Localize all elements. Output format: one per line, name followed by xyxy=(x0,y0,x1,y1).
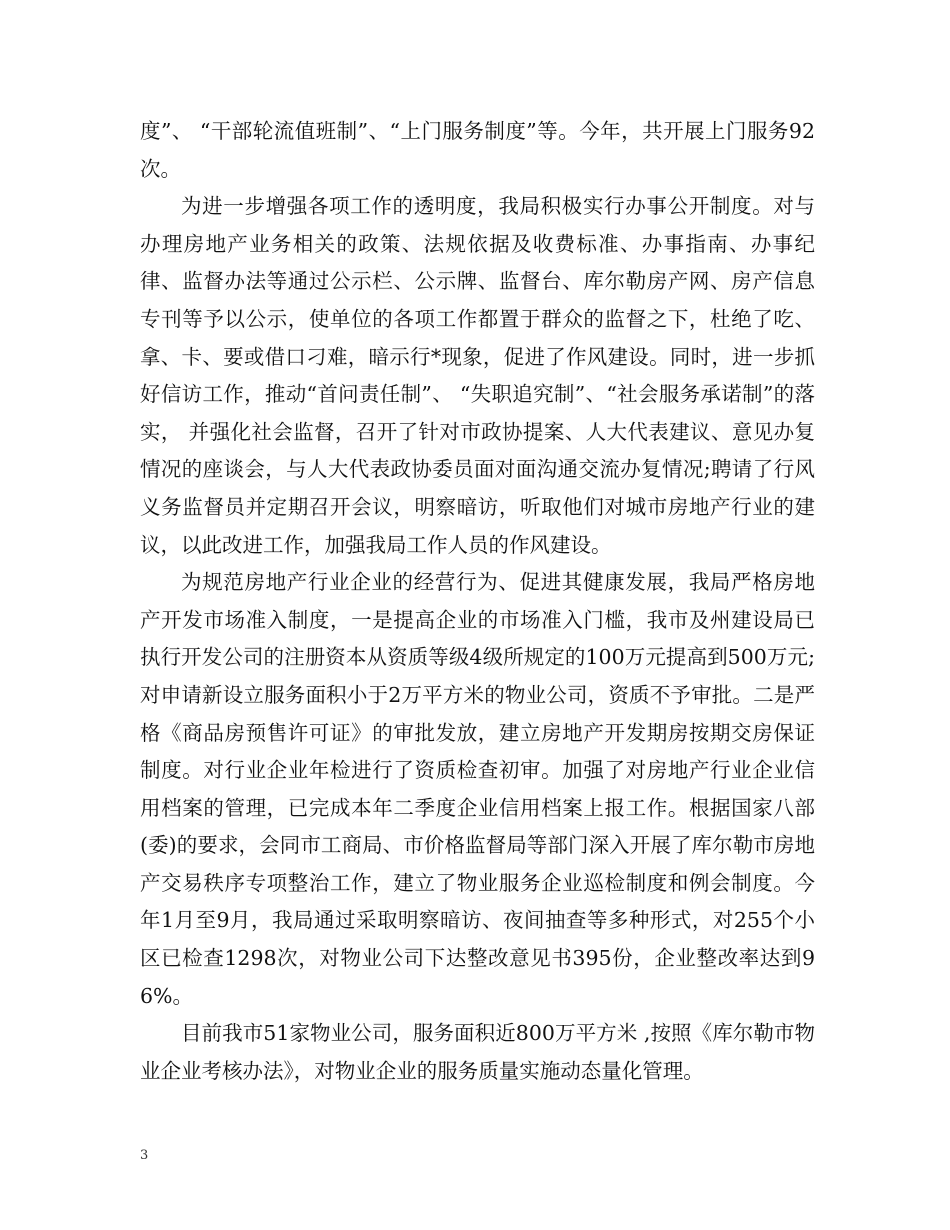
page-number: 3 xyxy=(140,1148,149,1163)
document-body xyxy=(140,113,815,1090)
paragraph-4: 目前我市51家物业公司，服务面积近800万平方米 ,按照《库尔勒市物业企业考核办法》，对物业企业的服务质量实施动态量化管理。 xyxy=(140,1021,815,1083)
paragraph-2: 为进一步增强各项工作的透明度，我局积极实行办事公开制度。对与办理房地产业务相关的政策、法规依据及收费标准、办事指南、办事纪律、监督办法等通过公示栏、公示牌、监督台、库尔勒房产网、房产信息专刊等予以公示，使单位的各项工作都置于群众的监督之下，杜绝了吃、拿、卡、要或借口刁难，暗示行*现象，促进了作风建设。同时，进一步抓好信访工作，推动“首问责任制”、 “失职追究制”、“社会服务承诺制”的落实， 并强化社会监督，召开了针对市政协提案、人大代表建议、意见办复情况的座谈会，与人大代表政协委员面对面沟通交流办复情况;聘请了行风义务监督员并定期召开会议，明察暗访，听取他们对城市房地产行业的建议，以此改进工作，加强我局工作人员的作风建设。 xyxy=(140,194,815,557)
paragraph-3: 为规范房地产行业企业的经营行为、促进其健康发展，我局严格房地产开发市场准入制度，一是提高企业的市场准入门槛，我市及州建设局已执行开发公司的注册资本从资质等级4级所规定的100万元提高到500万元;对申请新设立服务面积小于2万平方米的物业公司，资质不予审批。二是严格《商品房预售许可证》的审批发放，建立房地产开发期房按期交房保证制度。对行业企业年检进行了资质检查初审。加强了对房地产行业企业信用档案的管理，已完成本年二季度企业信用档案上报工作。根据国家八部(委)的要求，会同市工商局、市价格监督局等部门深入开展了库尔勒市房地产交易秩序专项整治工作，建立了物业服务企业巡检制度和例会制度。今年1月至9月，我局通过采取明察暗访、夜间抽查等多种形式，对255个小区已检查1298次，对物业公司下达整改意见书395份，企业整改率达到96%。 xyxy=(140,570,815,1008)
paragraph-1: 度”、 “干部轮流值班制”、“上门服务制度”等。今年，共开展上门服务92次。 xyxy=(140,119,815,181)
